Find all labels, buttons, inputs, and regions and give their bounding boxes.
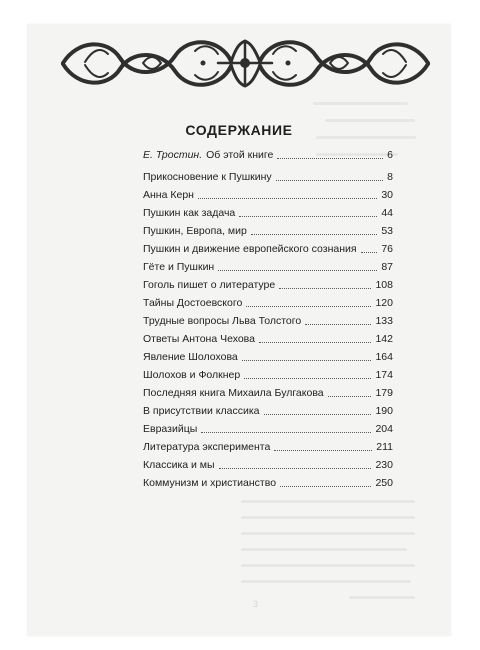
toc-entry <box>143 276 393 292</box>
dot-leader <box>274 449 372 451</box>
toc-entry <box>143 348 393 364</box>
toc-title: Трудные вопросы Льва Толстого <box>143 315 302 328</box>
toc-page-number: 179 <box>375 387 393 400</box>
dot-leader <box>219 467 372 469</box>
toc-page-number: 164 <box>375 351 393 364</box>
scroll-ornament-icon <box>53 31 438 96</box>
dot-leader <box>279 287 371 289</box>
toc-page-number: 8 <box>387 171 393 184</box>
dot-leader <box>239 215 377 217</box>
dot-leader <box>328 395 372 397</box>
dot-leader <box>259 341 372 343</box>
toc-entry <box>143 240 393 256</box>
toc-page-number: 30 <box>381 189 393 202</box>
toc-entry <box>143 168 393 184</box>
toc-title: Евразийцы <box>143 423 198 436</box>
faint-show-through-line <box>241 532 415 535</box>
toc-page-number: 142 <box>375 333 393 346</box>
toc-title: Последняя книга Михаила Булгакова <box>143 387 324 400</box>
toc-title: Пушкин как задача <box>143 207 236 220</box>
toc-page-number: 6 <box>387 149 393 162</box>
toc-entry <box>143 312 393 328</box>
dot-leader <box>251 233 377 235</box>
toc-title: Литература эксперимента <box>143 441 271 454</box>
toc-page-number: 174 <box>375 369 393 382</box>
dot-leader <box>264 413 372 415</box>
faint-show-through-line <box>313 102 408 105</box>
toc-author: Е. Тростин. <box>143 149 203 162</box>
dot-leader <box>242 359 372 361</box>
toc-title: Пушкин и движение европейского сознания <box>143 243 357 256</box>
faint-show-through-line <box>241 500 415 503</box>
toc-entry <box>143 330 393 346</box>
toc-page-number: 230 <box>375 459 393 472</box>
faint-show-through-line <box>241 580 411 583</box>
toc-title: Гоголь пишет о литературе <box>143 279 276 292</box>
dot-leader <box>201 431 371 433</box>
dot-leader <box>244 377 371 379</box>
toc-title: Пушкин, Европа, мир <box>143 225 247 238</box>
page-folio: 3 <box>253 599 259 609</box>
faint-show-through-line <box>241 564 415 567</box>
toc-entry <box>143 204 393 220</box>
dot-leader <box>361 251 378 253</box>
toc-entry <box>143 222 393 238</box>
toc-entry <box>143 186 393 202</box>
toc-entry <box>143 438 393 454</box>
toc-title: Об этой книге <box>206 149 274 162</box>
dot-leader <box>305 323 371 325</box>
toc-title: Коммунизм и христианство <box>143 477 277 490</box>
toc-page-number: 204 <box>375 423 393 436</box>
toc-page-number: 120 <box>375 297 393 310</box>
toc-page-number: 108 <box>375 279 393 292</box>
toc-entry <box>143 366 393 382</box>
toc-title: Ответы Антона Чехова <box>143 333 255 346</box>
toc-page-number: 133 <box>375 315 393 328</box>
toc-title: В присутствии классика <box>143 405 260 418</box>
toc-page-number: 211 <box>376 441 393 454</box>
toc-title: Анна Керн <box>143 189 194 202</box>
toc-entry <box>143 456 393 472</box>
toc-page-number: 250 <box>375 477 393 490</box>
toc-title: Шолохов и Фолкнер <box>143 369 241 382</box>
dot-leader <box>218 269 377 271</box>
toc-entry <box>143 294 393 310</box>
faint-show-through-line <box>349 596 415 599</box>
toc-page-number: 190 <box>375 405 393 418</box>
toc-page-number: 76 <box>381 243 393 256</box>
toc-title: Гёте и Пушкин <box>143 261 215 274</box>
toc-title: Тайны Достоевского <box>143 297 243 310</box>
toc-title: Прикосновение к Пушкину <box>143 171 272 184</box>
toc-entry-about-book <box>143 146 393 162</box>
toc-entry <box>143 420 393 436</box>
contents-heading: СОДЕРЖАНИЕ <box>185 122 293 138</box>
toc-entry <box>143 474 393 490</box>
dot-leader <box>280 485 371 487</box>
dot-leader <box>198 197 377 199</box>
toc-title: Классика и мы <box>143 459 215 472</box>
dot-leader <box>246 305 371 307</box>
toc-page-number: 53 <box>381 225 393 238</box>
faint-show-through-line <box>241 516 415 519</box>
toc-page-number: 44 <box>381 207 393 220</box>
toc-page-number: 87 <box>381 261 393 274</box>
toc-title: Явление Шолохова <box>143 351 238 364</box>
toc-entry <box>143 402 393 418</box>
dot-leader <box>276 179 384 181</box>
toc-entry <box>143 384 393 400</box>
toc-entry <box>143 258 393 274</box>
book-page <box>27 24 451 636</box>
faint-show-through-line <box>241 548 407 551</box>
dot-leader <box>277 157 383 159</box>
